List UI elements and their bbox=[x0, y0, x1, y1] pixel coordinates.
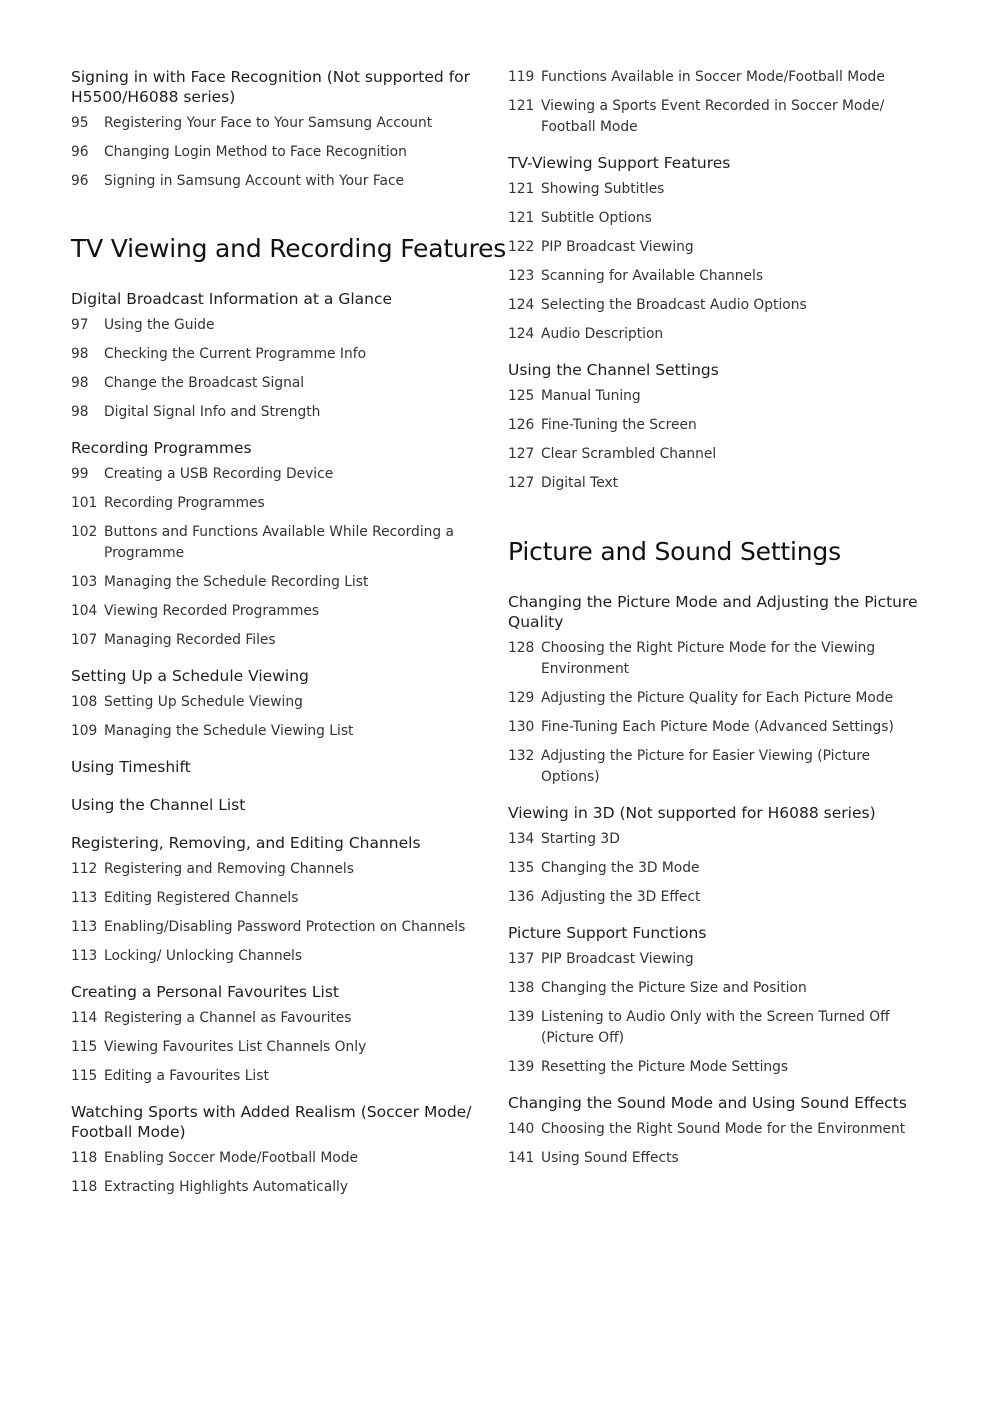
toc-entry-title: Audio Description bbox=[541, 326, 664, 342]
toc-entry-page-number: 98 bbox=[71, 404, 89, 420]
toc-entry-page-number: 137 bbox=[508, 951, 535, 967]
toc-entry-title: Listening to Audio Only with the Screen Turned Off (Picture Off) bbox=[541, 1009, 890, 1046]
toc-entry-page-number: 124 bbox=[508, 297, 535, 313]
section-heading[interactable]: Recording Programmes bbox=[71, 439, 252, 457]
toc-entry-page-number: 113 bbox=[71, 948, 98, 964]
toc-entry-title: Fine-Tuning Each Picture Mode (Advanced Settings) bbox=[541, 719, 894, 735]
toc-entry[interactable] bbox=[508, 295, 928, 316]
section-heading[interactable]: Changing the Sound Mode and Using Sound Effects bbox=[508, 1094, 907, 1112]
toc-entry-title: Registering a Channel as Favourites bbox=[104, 1010, 352, 1026]
toc-entry-page-number: 132 bbox=[508, 748, 535, 764]
toc-entry[interactable] bbox=[71, 344, 483, 365]
toc-entry-title: Using the Guide bbox=[104, 317, 215, 333]
toc-entry[interactable] bbox=[71, 888, 483, 909]
toc-entry[interactable] bbox=[508, 473, 928, 494]
toc-entry[interactable] bbox=[508, 688, 928, 709]
toc-section-sports-continued bbox=[508, 67, 928, 138]
toc-entry-title: Enabling Soccer Mode/Football Mode bbox=[104, 1150, 358, 1166]
toc-entry[interactable] bbox=[71, 315, 483, 336]
toc-entry-title: Clear Scrambled Channel bbox=[541, 446, 717, 462]
toc-entry[interactable] bbox=[508, 237, 928, 258]
toc-entry-title: Scanning for Available Channels bbox=[541, 268, 764, 284]
toc-entry-title: Changing the Picture Size and Position bbox=[541, 980, 807, 996]
toc-entry-title: Extracting Highlights Automatically bbox=[104, 1179, 349, 1195]
toc-entry-page-number: 99 bbox=[71, 466, 89, 482]
toc-section-channel-settings bbox=[508, 360, 928, 494]
toc-entry-title: Checking the Current Programme Info bbox=[104, 346, 367, 362]
toc-section-favourites bbox=[71, 982, 483, 1087]
toc-entry[interactable] bbox=[71, 1177, 483, 1198]
toc-entry-page-number: 135 bbox=[508, 860, 535, 876]
toc-entry-title: PIP Broadcast Viewing bbox=[541, 951, 694, 967]
section-heading[interactable]: Picture Support Functions bbox=[508, 924, 707, 942]
toc-entry-title: Editing Registered Channels bbox=[104, 890, 299, 906]
toc-entry-page-number: 124 bbox=[508, 326, 535, 342]
toc-entry-title: Editing a Favourites List bbox=[104, 1068, 269, 1084]
toc-entry[interactable] bbox=[508, 444, 928, 465]
chapter-title-picture-sound[interactable]: Picture and Sound Settings bbox=[508, 537, 841, 566]
toc-entry-page-number: 121 bbox=[508, 98, 535, 114]
section-heading[interactable]: Registering, Removing, and Editing Channels bbox=[71, 834, 421, 852]
toc-entry-page-number: 130 bbox=[508, 719, 535, 735]
toc-entry-page-number: 113 bbox=[71, 919, 98, 935]
toc-entry-title: Registering Your Face to Your Samsung Account bbox=[104, 115, 433, 131]
toc-entry[interactable] bbox=[508, 324, 928, 345]
toc-entry-title: Locking/ Unlocking Channels bbox=[104, 948, 303, 964]
section-heading[interactable]: Setting Up a Schedule Viewing bbox=[71, 667, 309, 685]
toc-entry[interactable] bbox=[508, 67, 928, 88]
toc-entry[interactable] bbox=[71, 572, 483, 593]
chapter-title-tv-viewing[interactable]: TV Viewing and Recording Features bbox=[71, 234, 507, 263]
toc-entry-title: Functions Available in Soccer Mode/Football Mode bbox=[541, 69, 885, 85]
toc-entry-page-number: 141 bbox=[508, 1150, 535, 1166]
toc-entry-title: Digital Text bbox=[541, 475, 619, 491]
toc-entry[interactable] bbox=[508, 887, 928, 908]
toc-entry-title: Enabling/Disabling Password Protection on Channels bbox=[104, 919, 466, 935]
toc-entry[interactable] bbox=[71, 1066, 483, 1087]
toc-entry[interactable] bbox=[508, 96, 928, 138]
toc-entry[interactable] bbox=[508, 949, 928, 970]
section-heading[interactable]: Creating a Personal Favourites List bbox=[71, 983, 339, 1001]
toc-entry[interactable] bbox=[508, 638, 928, 680]
toc-entry-title: Viewing Recorded Programmes bbox=[104, 603, 320, 619]
toc-entry-title: Adjusting the Picture Quality for Each Picture Mode bbox=[541, 690, 894, 706]
toc-entry-page-number: 101 bbox=[71, 495, 98, 511]
toc-entry-title: Adjusting the 3D Effect bbox=[541, 889, 701, 905]
toc-entry[interactable] bbox=[71, 522, 483, 564]
toc-entry-page-number: 125 bbox=[508, 388, 535, 404]
toc-entry-page-number: 127 bbox=[508, 475, 535, 491]
toc-entry[interactable] bbox=[71, 373, 483, 394]
toc-section-schedule-viewing bbox=[71, 666, 483, 742]
section-heading[interactable]: Digital Broadcast Information at a Glance bbox=[71, 290, 393, 308]
toc-entry-title: Fine-Tuning the Screen bbox=[541, 417, 697, 433]
toc-entry[interactable] bbox=[71, 493, 483, 514]
toc-entry-title: Viewing a Sports Event Recorded in Soccer Mode/ Football Mode bbox=[541, 98, 885, 135]
toc-entry-page-number: 122 bbox=[508, 239, 535, 255]
toc-entry-page-number: 121 bbox=[508, 210, 535, 226]
toc-entry[interactable] bbox=[71, 171, 483, 192]
toc-entry[interactable] bbox=[71, 630, 483, 651]
toc-right-column bbox=[508, 67, 928, 1184]
toc-entry-page-number: 140 bbox=[508, 1121, 535, 1137]
section-heading-timeshift[interactable]: Using Timeshift bbox=[71, 758, 191, 776]
toc-entry-title: Managing Recorded Files bbox=[104, 632, 276, 648]
toc-entry-title: Starting 3D bbox=[541, 831, 620, 847]
section-heading-channel-list[interactable]: Using the Channel List bbox=[71, 796, 246, 814]
toc-entry[interactable] bbox=[508, 978, 928, 999]
toc-entry-title: Showing Subtitles bbox=[541, 181, 665, 197]
toc-entry-page-number: 98 bbox=[71, 346, 89, 362]
section-heading[interactable]: TV-Viewing Support Features bbox=[508, 154, 731, 172]
toc-entry-page-number: 115 bbox=[71, 1068, 98, 1084]
toc-entry-page-number: 98 bbox=[71, 375, 89, 391]
toc-section-channel-list bbox=[71, 795, 483, 815]
section-heading[interactable]: Signing in with Face Recognition (Not supported for H5500/H6088 series) bbox=[71, 68, 471, 106]
toc-entry-title: Selecting the Broadcast Audio Options bbox=[541, 297, 807, 313]
toc-section-digital-broadcast bbox=[71, 289, 483, 423]
toc-entry-page-number: 126 bbox=[508, 417, 535, 433]
toc-entry[interactable] bbox=[71, 917, 483, 938]
toc-entry-page-number: 114 bbox=[71, 1010, 98, 1026]
toc-entry-page-number: 102 bbox=[71, 524, 98, 540]
toc-entry[interactable] bbox=[508, 415, 928, 436]
toc-entry-page-number: 121 bbox=[508, 181, 535, 197]
toc-entry[interactable] bbox=[71, 859, 483, 880]
toc-entry-title: Recording Programmes bbox=[104, 495, 265, 511]
toc-entry[interactable] bbox=[71, 1008, 483, 1029]
toc-entry[interactable] bbox=[508, 208, 928, 229]
toc-left-column bbox=[71, 67, 507, 1213]
toc-entry[interactable] bbox=[508, 1007, 928, 1049]
toc-section-registering-channels bbox=[71, 833, 483, 967]
toc-entry[interactable] bbox=[71, 692, 483, 713]
toc-entry-title: Manual Tuning bbox=[541, 388, 641, 404]
section-heading[interactable]: Viewing in 3D (Not supported for H6088 series) bbox=[508, 804, 876, 822]
toc-entry-page-number: 103 bbox=[71, 574, 98, 590]
toc-entry-title: Change the Broadcast Signal bbox=[104, 375, 305, 391]
toc-entry-page-number: 115 bbox=[71, 1039, 98, 1055]
toc-entry-title: Resetting the Picture Mode Settings bbox=[541, 1059, 789, 1075]
toc-entry[interactable] bbox=[508, 266, 928, 287]
toc-entry-page-number: 107 bbox=[71, 632, 98, 648]
toc-entry-page-number: 109 bbox=[71, 723, 98, 739]
toc-entry-page-number: 112 bbox=[71, 861, 98, 877]
toc-entry-page-number: 129 bbox=[508, 690, 535, 706]
toc-entry[interactable] bbox=[71, 142, 483, 163]
toc-entry[interactable] bbox=[71, 601, 483, 622]
toc-section-sports bbox=[71, 1102, 483, 1198]
toc-entry-page-number: 118 bbox=[71, 1179, 98, 1195]
toc-entry-page-number: 97 bbox=[71, 317, 89, 333]
toc-entry-page-number: 118 bbox=[71, 1150, 98, 1166]
toc-entry-page-number: 127 bbox=[508, 446, 535, 462]
toc-entry-title: Viewing Favourites List Channels Only bbox=[104, 1039, 367, 1055]
toc-entry-title: Managing the Schedule Recording List bbox=[104, 574, 369, 590]
toc-entry[interactable] bbox=[508, 386, 928, 407]
toc-entry[interactable] bbox=[71, 946, 483, 967]
toc-entry-title: Choosing the Right Sound Mode for the Environment bbox=[541, 1121, 906, 1137]
toc-section-sound bbox=[508, 1093, 928, 1169]
toc-section-tv-viewing-support bbox=[508, 153, 928, 345]
toc-entry-title: Adjusting the Picture for Easier Viewing (Picture Options) bbox=[541, 748, 871, 785]
toc-section-picture-mode bbox=[508, 592, 928, 788]
toc-entry[interactable] bbox=[508, 858, 928, 879]
section-heading[interactable]: Changing the Picture Mode and Adjusting the Picture Quality bbox=[508, 593, 918, 631]
toc-section-recording bbox=[71, 438, 483, 651]
toc-entry-page-number: 95 bbox=[71, 115, 89, 131]
toc-section-picture-support bbox=[508, 923, 928, 1078]
toc-entry-page-number: 139 bbox=[508, 1009, 535, 1025]
toc-entry[interactable] bbox=[71, 1037, 483, 1058]
toc-section-3d bbox=[508, 803, 928, 908]
toc-entry-title: Changing the 3D Mode bbox=[541, 860, 700, 876]
toc-entry[interactable] bbox=[508, 746, 928, 788]
toc-entry[interactable] bbox=[71, 721, 483, 742]
toc-entry[interactable] bbox=[508, 717, 928, 738]
toc-entry-page-number: 123 bbox=[508, 268, 535, 284]
toc-entry[interactable] bbox=[71, 402, 483, 423]
toc-entry-title: Subtitle Options bbox=[541, 210, 652, 226]
toc-entry[interactable] bbox=[508, 179, 928, 200]
toc-entry-title: Signing in Samsung Account with Your Face bbox=[104, 173, 405, 189]
section-heading[interactable]: Watching Sports with Added Realism (Soccer Mode/ Football Mode) bbox=[71, 1103, 472, 1141]
section-heading[interactable]: Using the Channel Settings bbox=[508, 361, 719, 379]
toc-entry[interactable] bbox=[71, 1148, 483, 1169]
toc-entry-page-number: 139 bbox=[508, 1059, 535, 1075]
toc-entry[interactable] bbox=[508, 1148, 928, 1169]
toc-entry-title: PIP Broadcast Viewing bbox=[541, 239, 694, 255]
toc-entry-title: Digital Signal Info and Strength bbox=[104, 404, 321, 420]
toc-entry-page-number: 113 bbox=[71, 890, 98, 906]
toc-entry-title: Using Sound Effects bbox=[541, 1150, 679, 1166]
toc-entry-page-number: 136 bbox=[508, 889, 535, 905]
toc-entry-title: Choosing the Right Picture Mode for the Viewing Environment bbox=[541, 640, 876, 677]
toc-entry-page-number: 138 bbox=[508, 980, 535, 996]
toc-entry-page-number: 119 bbox=[508, 69, 535, 85]
toc-entry-title: Registering and Removing Channels bbox=[104, 861, 354, 877]
toc-entry-page-number: 128 bbox=[508, 640, 535, 656]
toc-entry-page-number: 104 bbox=[71, 603, 98, 619]
toc-entry-page-number: 96 bbox=[71, 144, 89, 160]
toc-entry-title: Buttons and Functions Available While Recording a Programme bbox=[104, 524, 454, 561]
toc-entry[interactable] bbox=[508, 829, 928, 850]
toc-entry-title: Managing the Schedule Viewing List bbox=[104, 723, 354, 739]
toc-entry-page-number: 108 bbox=[71, 694, 98, 710]
toc-section-timeshift bbox=[71, 757, 483, 777]
toc-section-face-recognition bbox=[71, 67, 483, 192]
toc-entry-title: Setting Up Schedule Viewing bbox=[104, 694, 303, 710]
toc-entry-page-number: 134 bbox=[508, 831, 535, 847]
toc-entry-page-number: 96 bbox=[71, 173, 89, 189]
toc-entry[interactable] bbox=[71, 113, 483, 134]
toc-entry-title: Creating a USB Recording Device bbox=[104, 466, 334, 482]
toc-entry-title: Changing Login Method to Face Recognition bbox=[104, 144, 407, 160]
toc-entry[interactable] bbox=[508, 1119, 928, 1140]
toc-entry[interactable] bbox=[71, 464, 483, 485]
toc-entry[interactable] bbox=[508, 1057, 928, 1078]
